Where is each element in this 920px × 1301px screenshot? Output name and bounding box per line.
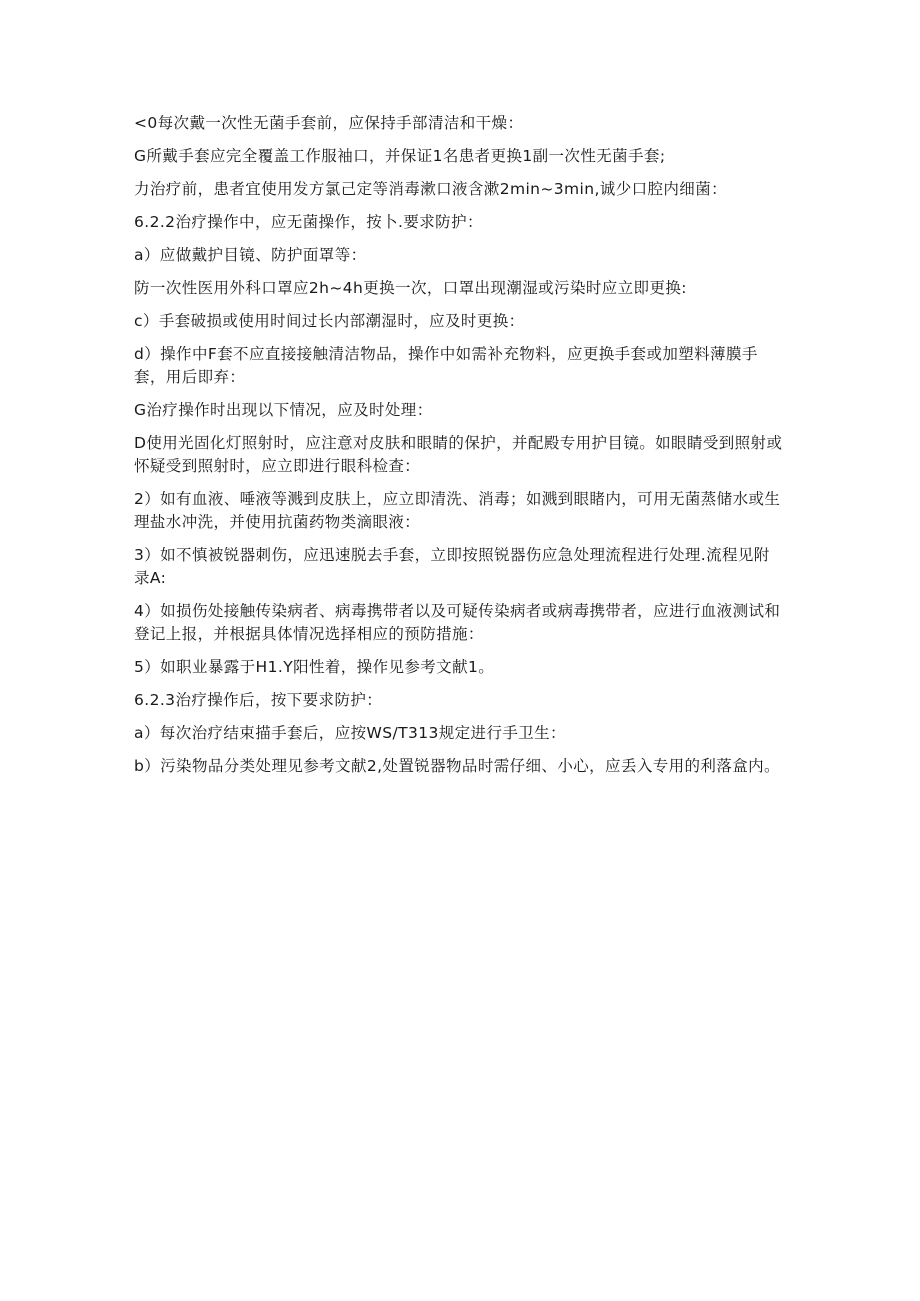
paragraph-glove-contact: d）操作中F套不应直接接触清洁物品，操作中如需补充物料，应更换手套或加塑料薄膜手套，用后即弃： (134, 345, 758, 386)
document-body (134, 112, 784, 788)
paragraph-occupational-exposure: 5）如职业暴露于H1.Y阳性着，操作见参考文献1。 (134, 658, 495, 676)
paragraph-incident-intro: G治疗操作时出现以下情况，应及时处理： (134, 401, 433, 419)
paragraph-infectious-contact: 4）如损伤处接触传染病者、病毒携带者以及可疑传染病者或病毒携带者，应进行血液测试和登记上报，并根据具体情况选择相应的预防措施： (134, 602, 781, 643)
paragraph-mouthwash: 力治疗前，患者宜使用发方氯己定等消毒漱口液含漱2min~3min,诚少口腔内细菌： (134, 180, 727, 198)
section-heading-6-2-2: 6.2.2治疗操作中，应无菌操作，按卜.要求防护： (134, 213, 483, 231)
paragraph-goggles: a）应做戴护目镜、防护面罩等： (134, 246, 367, 264)
paragraph-waste-disposal: b）污染物品分类处理见参考文献2,处置锐器物品时需仔细、小心，应丢入专用的利落盒内。 (134, 757, 780, 775)
paragraph-mask: 防一次性医用外科口罩应2h~4h更换一次，口罩出现潮湿或污染时应立即更换: (134, 279, 687, 297)
paragraph-glove-hand-hygiene: <0每次戴一次性无菌手套前，应保持手部清洁和干燥： (134, 114, 524, 132)
paragraph-glove-coverage: G所戴手套应完全覆盖工作服袖口，并保证1名患者更换1副一次性无菌手套; (134, 147, 666, 165)
paragraph-hand-hygiene: a）每次治疗结束描手套后，应按WS/T313规定进行手卫生： (134, 724, 566, 742)
paragraph-curing-light: D使用光固化灯照射时，应注意对皮肤和眼睛的保护，并配殿专用护目镜。如眼睛受到照射或怀疑受到照射时，应立即进行眼科检查： (134, 434, 783, 475)
paragraph-blood-splash: 2）如有血液、唾液等溅到皮肤上，应立即清洗、消毒；如溅到眼睹内，可用无菌蒸储水或生理盐水冲洗，并使用抗菌药物类滴眼液： (134, 490, 781, 531)
paragraph-glove-replace: c）手套破损或使用时间过长内部潮湿时，应及时更换： (134, 312, 525, 330)
paragraph-sharps-injury: 3）如不慎被锐器刺伤，应迅速脱去手套，立即按照锐器伤应急处理流程进行处理.流程见附录A: (134, 546, 770, 587)
section-heading-6-2-3: 6.2.3治疗操作后，按下要求防护： (134, 691, 383, 709)
